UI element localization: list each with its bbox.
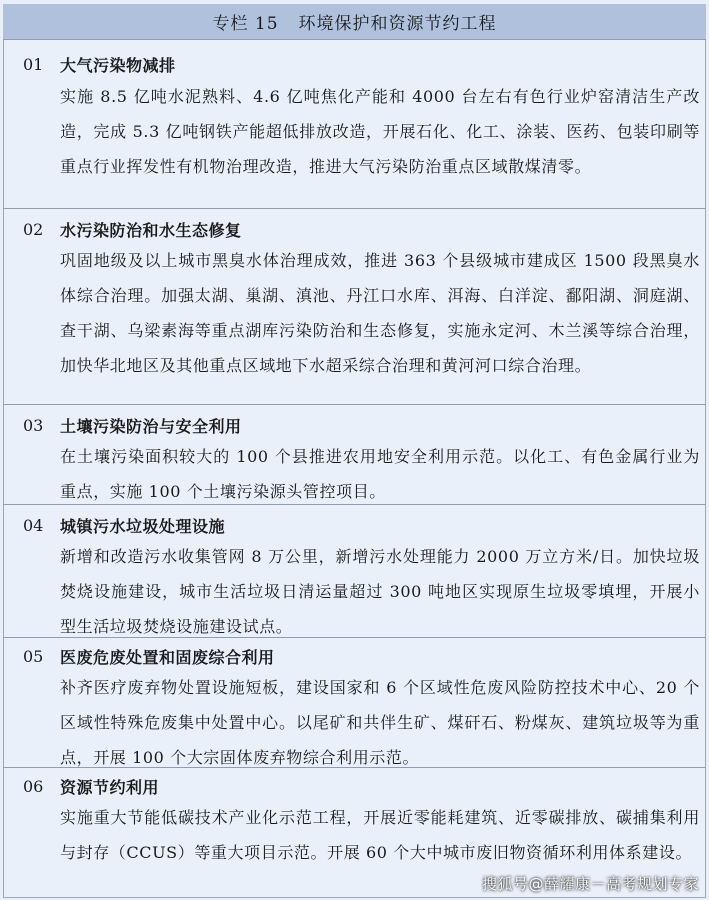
section-04 xyxy=(3,504,706,637)
column-label: 专栏 15 xyxy=(212,14,279,34)
watermark: 搜狐号@薛耀康－高考规划专家 xyxy=(481,875,699,893)
section-title: 医废危废处置和固废综合利用 xyxy=(60,647,275,667)
section-title: 城镇污水垃圾处理设施 xyxy=(60,516,226,536)
section-number: 03 xyxy=(23,415,44,435)
section-title: 资源节约利用 xyxy=(60,777,160,797)
section-body: 在土壤污染面积较大的 100 个县推进农用地安全利用示范。以化工、有色金属行业为重点，实施 100 个土壤污染源头管控项目。 xyxy=(60,447,700,501)
section-05 xyxy=(3,637,706,767)
section-03 xyxy=(3,404,706,504)
section-number: 02 xyxy=(23,219,44,239)
section-title: 大气污染物减排 xyxy=(60,55,176,75)
section-title: 水污染防治和水生态修复 xyxy=(60,220,242,240)
section-02 xyxy=(3,208,706,404)
section-number: 05 xyxy=(23,646,44,666)
section-number: 04 xyxy=(23,515,44,535)
table-title: 环境保护和资源节约工程 xyxy=(298,14,497,34)
section-body: 实施 8.5 亿吨水泥熟料、4.6 亿吨焦化产能和 4000 台左右有色行业炉窑清洁生产改造，完成 5.3 亿吨钢铁产能超低排放改造，开展石化、化工、涂装、医药、包装印刷等重点行业挥发性有机物治理改造，推进大气污染防治重点区域散煤清零。 xyxy=(60,87,700,176)
section-number: 01 xyxy=(23,54,44,74)
section-title: 土壤污染防治与安全利用 xyxy=(60,416,242,436)
table-header xyxy=(3,4,706,40)
section-number: 06 xyxy=(23,776,44,796)
section-body: 补齐医疗废弃物处置设施短板，建设国家和 6 个区域性危废风险防控技术中心、20 个区域性特殊危废集中处置中心。以尾矿和共伴生矿、煤矸石、粉煤灰、建筑垃圾等为重点，开展 100 个大宗固体废弃物综合利用示范。 xyxy=(60,678,700,767)
section-01 xyxy=(3,41,706,208)
section-body: 实施重大节能低碳技术产业化示范工程，开展近零能耗建筑、近零碳排放、碳捕集利用与封存（CCUS）等重大项目示范。开展 60 个大中城市废旧物资循环利用体系建设。 xyxy=(60,808,700,862)
section-body: 新增和改造污水收集管网 8 万公里，新增污水处理能力 2000 万立方米/日。加快垃圾焚烧设施建设，城市生活垃圾日清运量超过 300 吨地区实现原生垃圾零填埋，开展小型生活垃圾焚烧设施建设试点。 xyxy=(60,547,700,636)
section-body: 巩固地级及以上城市黑臭水体治理成效，推进 363 个县级城市建成区 1500 段黑臭水体综合治理。加强太湖、巢湖、滇池、丹江口水库、洱海、白洋淀、鄱阳湖、洞庭湖、查干湖、乌梁素海等重点湖库污染防治和生态修复，实施永定河、木兰溪等综合治理，加快华北地区及其他重点区域地下水超采综合治理和黄河河口综合治理。 xyxy=(60,251,700,375)
